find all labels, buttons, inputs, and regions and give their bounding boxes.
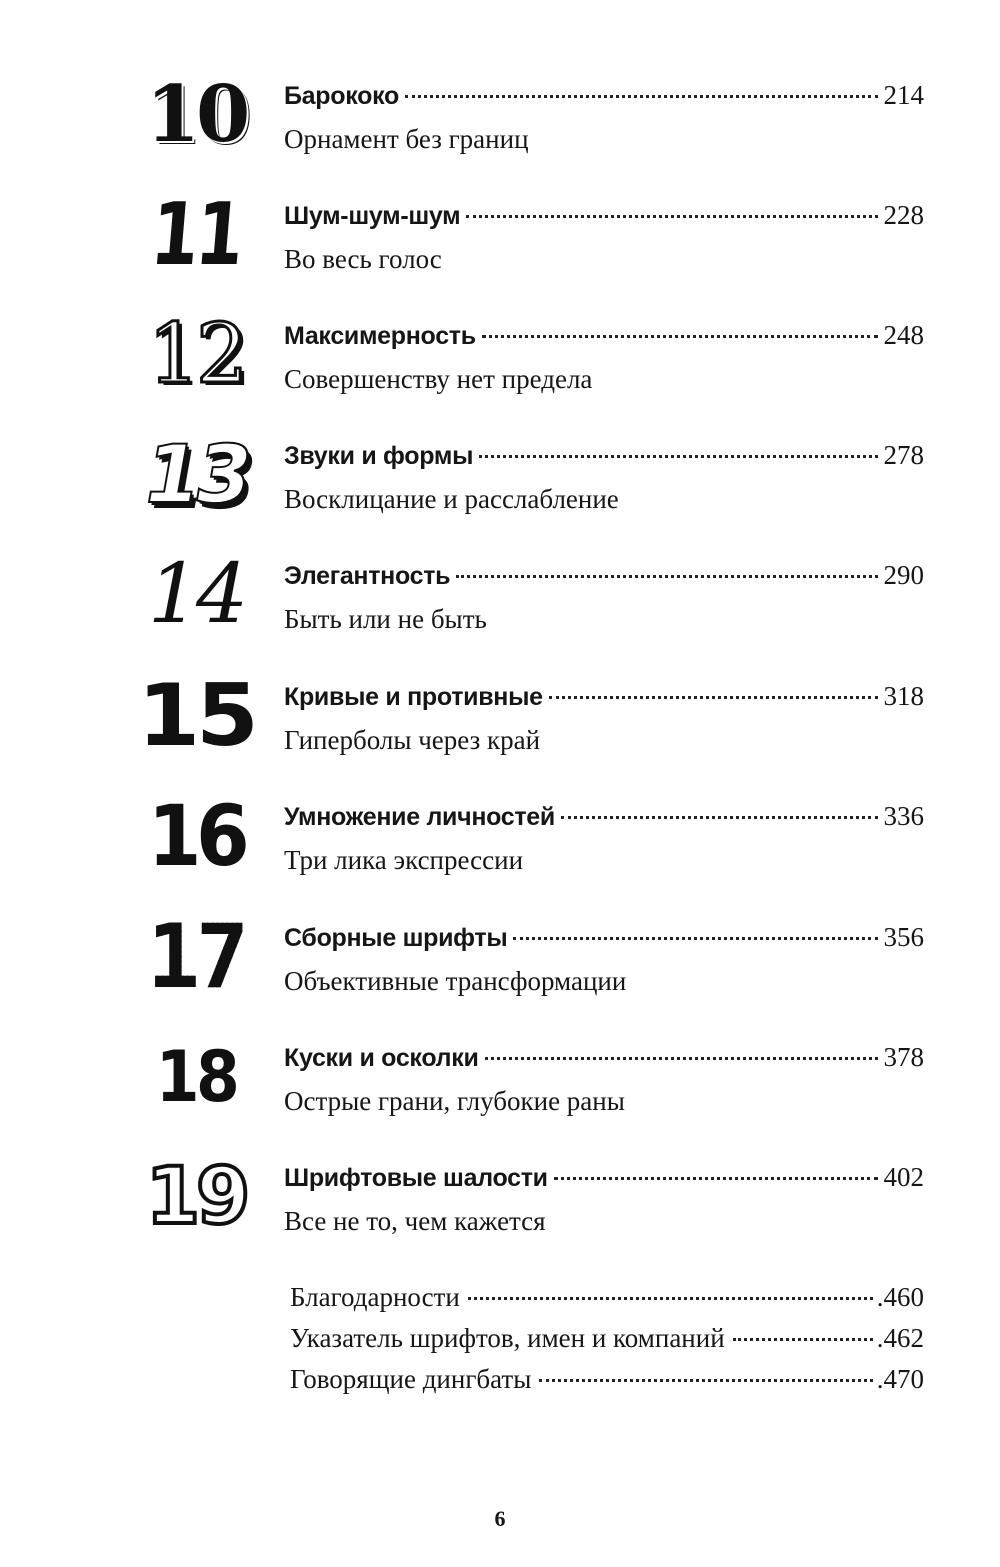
chapter-page-number: 228: [883, 200, 924, 230]
chapter-subtitle: Восклицание и расслабление: [284, 484, 619, 514]
toc-entry-chapter-12[interactable]: [0, 307, 1000, 430]
back-matter-title: Указатель шрифтов, имен и компаний: [290, 1323, 725, 1353]
chapter-title: Умножение личностей: [284, 803, 555, 831]
toc-entry-chapter-15[interactable]: [0, 666, 1000, 791]
back-matter-page-number: .462: [876, 1323, 924, 1353]
chapter-numeral: 10: [145, 69, 247, 160]
toc-entry-chapter-11[interactable]: [0, 185, 1000, 310]
back-matter-title: Благодарности: [290, 1282, 460, 1312]
toc-entry-acknowledgements[interactable]: [290, 1282, 924, 1313]
back-matter-title: Говорящие дингбаты: [290, 1364, 532, 1394]
chapter-subtitle: Во весь голос: [284, 244, 442, 274]
chapter-subtitle: Три лика экспрессии: [284, 845, 524, 875]
chapter-title: Шрифтовые шалости: [284, 1164, 548, 1192]
toc-entry-index[interactable]: [290, 1323, 924, 1354]
chapter-numeral: 13: [136, 428, 256, 521]
chapter-page-number: 356: [883, 922, 924, 952]
chapter-numeral: 16: [147, 787, 245, 885]
chapter-subtitle: Гиперболы через край: [284, 725, 541, 755]
toc-entry-chapter-18[interactable]: [0, 1036, 1000, 1152]
chapter-page-number: 248: [883, 320, 924, 350]
dot-leader: [405, 95, 878, 98]
dot-leader: [456, 575, 877, 578]
chapter-title: Элегантность: [284, 562, 451, 590]
chapter-title: Сборные шрифты: [284, 924, 508, 952]
chapter-title: Шум-шум-шум: [284, 202, 461, 230]
chapter-subtitle: Все не то, чем кажется: [284, 1206, 546, 1236]
toc-entry-chapter-10[interactable]: [0, 69, 1000, 190]
chapter-subtitle: Орнамент без границ: [284, 124, 529, 154]
dot-leader: [485, 1057, 878, 1060]
chapter-page-number: 378: [883, 1042, 924, 1072]
chapter-subtitle: Совершенству нет предела: [284, 364, 593, 394]
chapter-title: Звуки и формы: [284, 442, 474, 470]
chapter-numeral: 11: [147, 185, 245, 285]
chapter-numeral: 18: [155, 1036, 237, 1118]
chapter-subtitle: Острые грани, глубокие раны: [284, 1086, 625, 1116]
chapter-title: Куски и осколки: [284, 1044, 479, 1072]
dot-leader: [482, 335, 878, 338]
chapter-page-number: 290: [883, 560, 924, 590]
chapter-page-number: 214: [883, 80, 924, 110]
chapter-subtitle: Быть или не быть: [284, 604, 487, 634]
dot-leader: [513, 937, 877, 940]
toc-entry-chapter-16[interactable]: [0, 787, 1000, 911]
chapter-title: Барококо: [284, 82, 399, 110]
chapter-numeral: 12: [147, 307, 245, 402]
chapter-page-number: 278: [883, 440, 924, 470]
chapter-numeral: 19: [145, 1152, 247, 1242]
toc-entry-chapter-13[interactable]: [0, 428, 1000, 550]
chapter-title: Максимерность: [284, 322, 476, 350]
dot-leader: [554, 1177, 878, 1180]
dot-leader: [466, 215, 877, 218]
chapter-page-number: 318: [883, 681, 924, 711]
chapter-page-number: 336: [883, 801, 924, 831]
chapter-numeral: 17: [140, 914, 252, 1000]
toc-entry-chapter-17[interactable]: [0, 905, 1000, 1032]
toc-entry-chapter-19[interactable]: [0, 1152, 1000, 1272]
chapter-subtitle: Объективные трансформации: [284, 966, 627, 996]
dot-leader: [549, 696, 878, 699]
back-matter-page-number: .470: [876, 1364, 924, 1394]
toc-entry-dingbats[interactable]: [290, 1364, 924, 1395]
dot-leader: [468, 1297, 873, 1300]
dot-leader: [561, 816, 878, 819]
dot-leader: [539, 1379, 872, 1382]
back-matter-page-number: .460: [876, 1282, 924, 1312]
chapter-page-number: 402: [883, 1162, 924, 1192]
page-number: 6: [494, 1506, 506, 1531]
chapter-numeral: 14: [147, 547, 245, 642]
dot-leader: [733, 1338, 873, 1341]
dot-leader: [479, 455, 877, 458]
toc-entry-chapter-14[interactable]: [0, 547, 1000, 670]
chapter-numeral: 15: [137, 666, 255, 766]
chapter-title: Кривые и противные: [284, 683, 543, 711]
